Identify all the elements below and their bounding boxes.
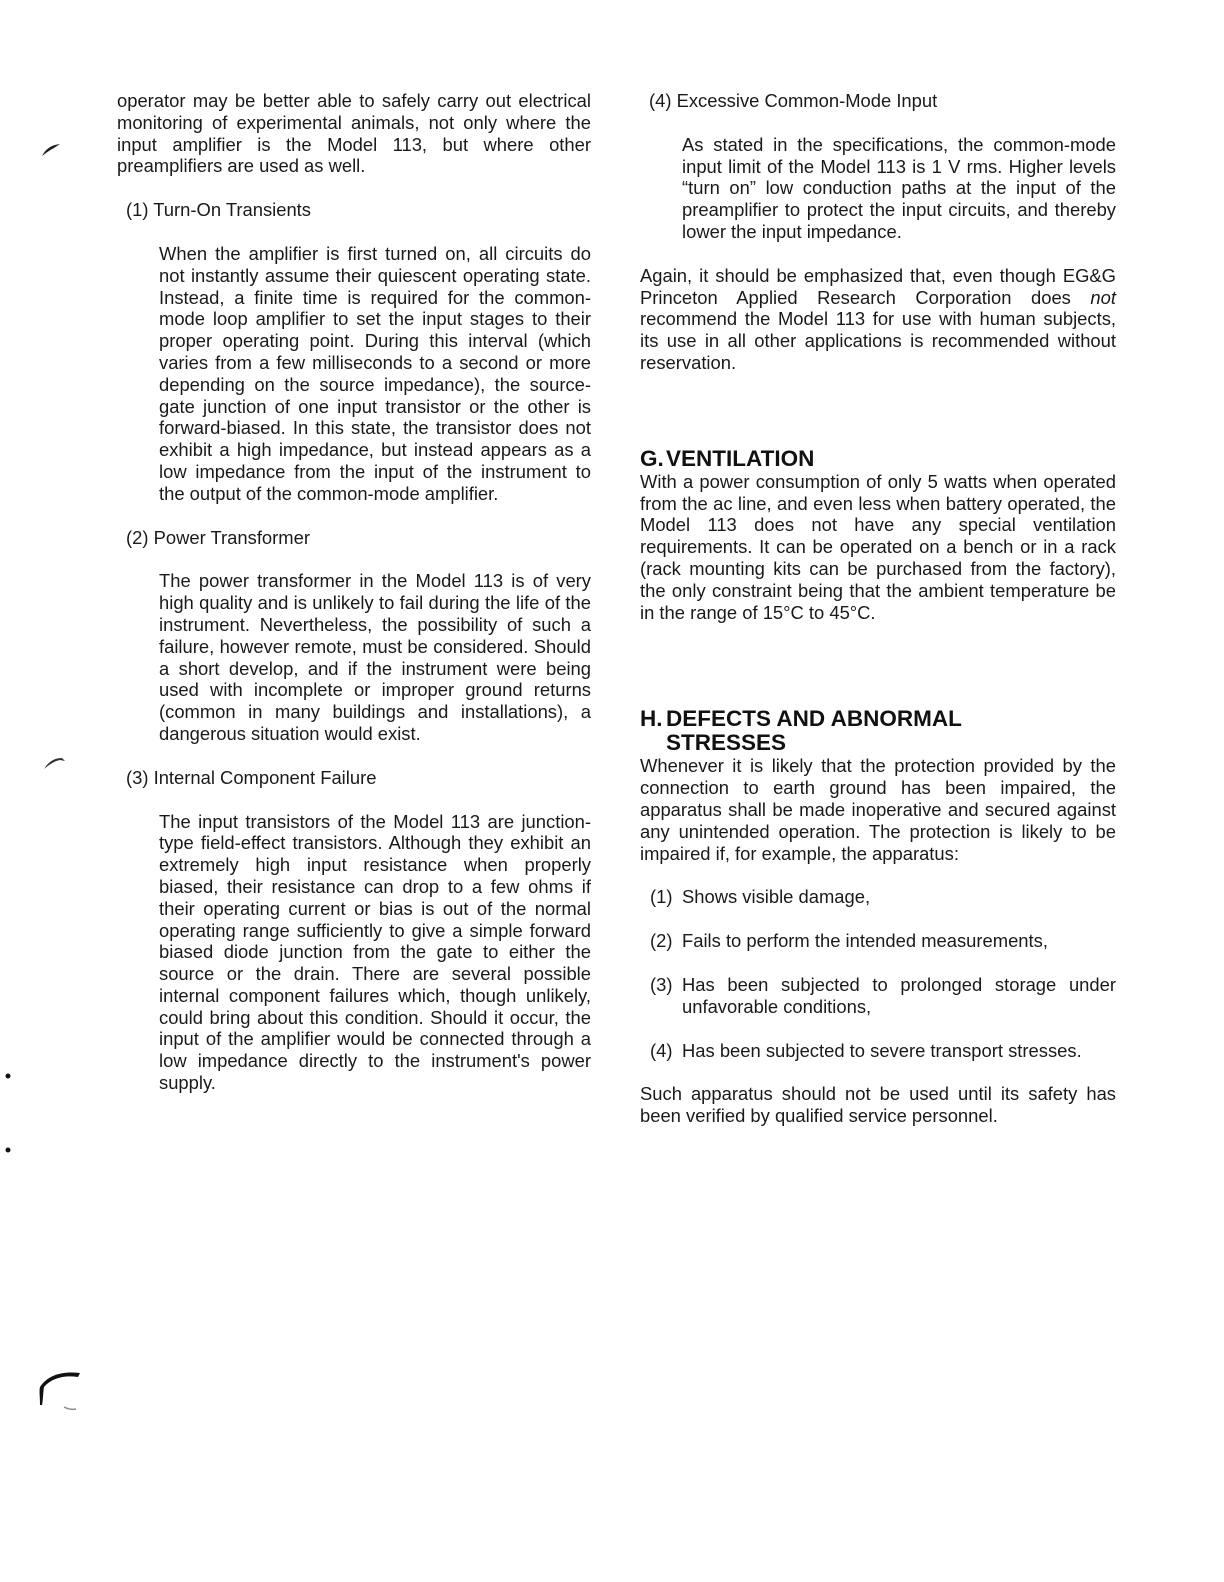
section-h-heading — [640, 707, 1116, 755]
emphasis-paragraph — [640, 265, 1116, 374]
section-g-number: G. — [640, 445, 664, 471]
item-1-title: (1) Turn-On Transients — [126, 199, 311, 221]
h-list-text: Has been subjected to prolonged storage under unfavorable conditions, — [682, 973, 1116, 1017]
section-g-heading — [640, 447, 1116, 471]
emphasis-not: not — [1090, 286, 1116, 308]
item-3-body: The input transistors of the Model 113 are junction-type field-effect transistors. Although they exhibit an extremely high input resistance when properly biased, their resistance can drop to a few ohms if their operating current or bias is out of the normal operating range sufficiently to give a simple forward biased diode junction from the gate to either the source or the drain. There are several possible internal component failures which, though unlikely, could bring about this condition. Should it occur, the input of the amplifier would be connected through a low impedance directly to the instrument's power supply. — [159, 810, 591, 1094]
left-column — [117, 90, 591, 1094]
closing-paragraph: Such apparatus should not be used until its safety has been verified by qualified service personnel. — [640, 1083, 1116, 1127]
section-g-title: VENTILATION — [666, 445, 815, 471]
h-list-text: Fails to perform the intended measurements, — [682, 930, 1048, 952]
section-h-title-line1: DEFECTS AND ABNORMAL — [666, 706, 962, 732]
h-list-number: (3) — [650, 973, 673, 995]
intro-paragraph: operator may be better able to safely carry out electrical monitoring of experimental animals, not only where the input amplifier is the Model 113, but where other preamplifiers are used as well. — [117, 90, 591, 177]
scan-mark-5 — [38, 1365, 84, 1415]
section-g-body: With a power consumption of only 5 watts when operated from the ac line, and even less when battery operated, the Model 113 does not have any special ventilation requirements. It can be operated on a bench or in a rack (rack mounting kits can be purchased from the factory), the only constraint being that the ambient temperature be in the range of 15°C to 45°C. — [640, 470, 1116, 623]
right-column — [640, 90, 1116, 1127]
scan-mark-1 — [40, 142, 62, 158]
section-h-number: H. — [640, 706, 663, 732]
h-list-number: (4) — [650, 1039, 673, 1061]
h-list-item-4 — [640, 1040, 1116, 1062]
scan-mark-2 — [42, 755, 66, 771]
h-list-number: (2) — [650, 930, 673, 952]
item-2-body: The power transformer in the Model 113 is of very high quality and is unlikely to fail during the life of the instrument. Nevertheless, the possibility of such a failure, however remote, must be considered. Should a short develop, and if the instrument were being used with incomplete or improper ground returns (common in many buildings and installations), a dangerous situation would exist. — [159, 570, 591, 744]
h-list-text: Has been subjected to severe transport stresses. — [682, 1039, 1082, 1061]
h-list-item-2 — [640, 930, 1116, 952]
item-1-body: When the amplifier is first turned on, all circuits do not instantly assume their quiescent operating state. Instead, a finite time is required for the common-mode loop amplifier to set the input stages to their proper operating point. During this interval (which varies from a few milliseconds to a second or more depending on the source impedance), the source-gate junction of one input transistor or the other is forward-biased. In this state, the transistor does not exhibit a high impedance, but instead appears as a low impedance from the input of the instrument to the output of the common-mode amplifier. — [159, 242, 591, 504]
scan-mark-4 — [5, 1147, 11, 1153]
h-list-item-3 — [640, 974, 1116, 1018]
item-4-title: (4) Excessive Common-Mode Input — [649, 90, 938, 111]
h-list-text: Shows visible damage, — [682, 886, 871, 908]
item-2-title: (2) Power Transformer — [126, 526, 310, 548]
emphasis-post: recommend the Model 113 for use with human subjects, its use in all other applications is recommended without reservation. — [640, 308, 1116, 373]
h-list-number: (1) — [650, 886, 673, 908]
section-h-title-line2: STRESSES — [666, 730, 787, 756]
h-list-item-1 — [640, 886, 1116, 908]
section-h-body: Whenever it is likely that the protection provided by the connection to earth ground has been impaired, the apparatus shall be made inoperative and secured against any unintended operation. The protection is likely to be impaired if, for example, the apparatus: — [640, 755, 1116, 864]
scan-mark-3 — [5, 1073, 11, 1079]
emphasis-pre: Again, it should be emphasized that, even though EG&G Princeton Applied Research Corporation does — [640, 264, 1116, 308]
item-3-title: (3) Internal Component Failure — [126, 766, 377, 788]
item-4-body: As stated in the specifications, the common-mode input limit of the Model 113 is 1 V rms. Higher levels “turn on” low conduction paths at the input of the preamplifier to protect the input circuits, and thereby lower the input impedance. — [682, 133, 1116, 242]
